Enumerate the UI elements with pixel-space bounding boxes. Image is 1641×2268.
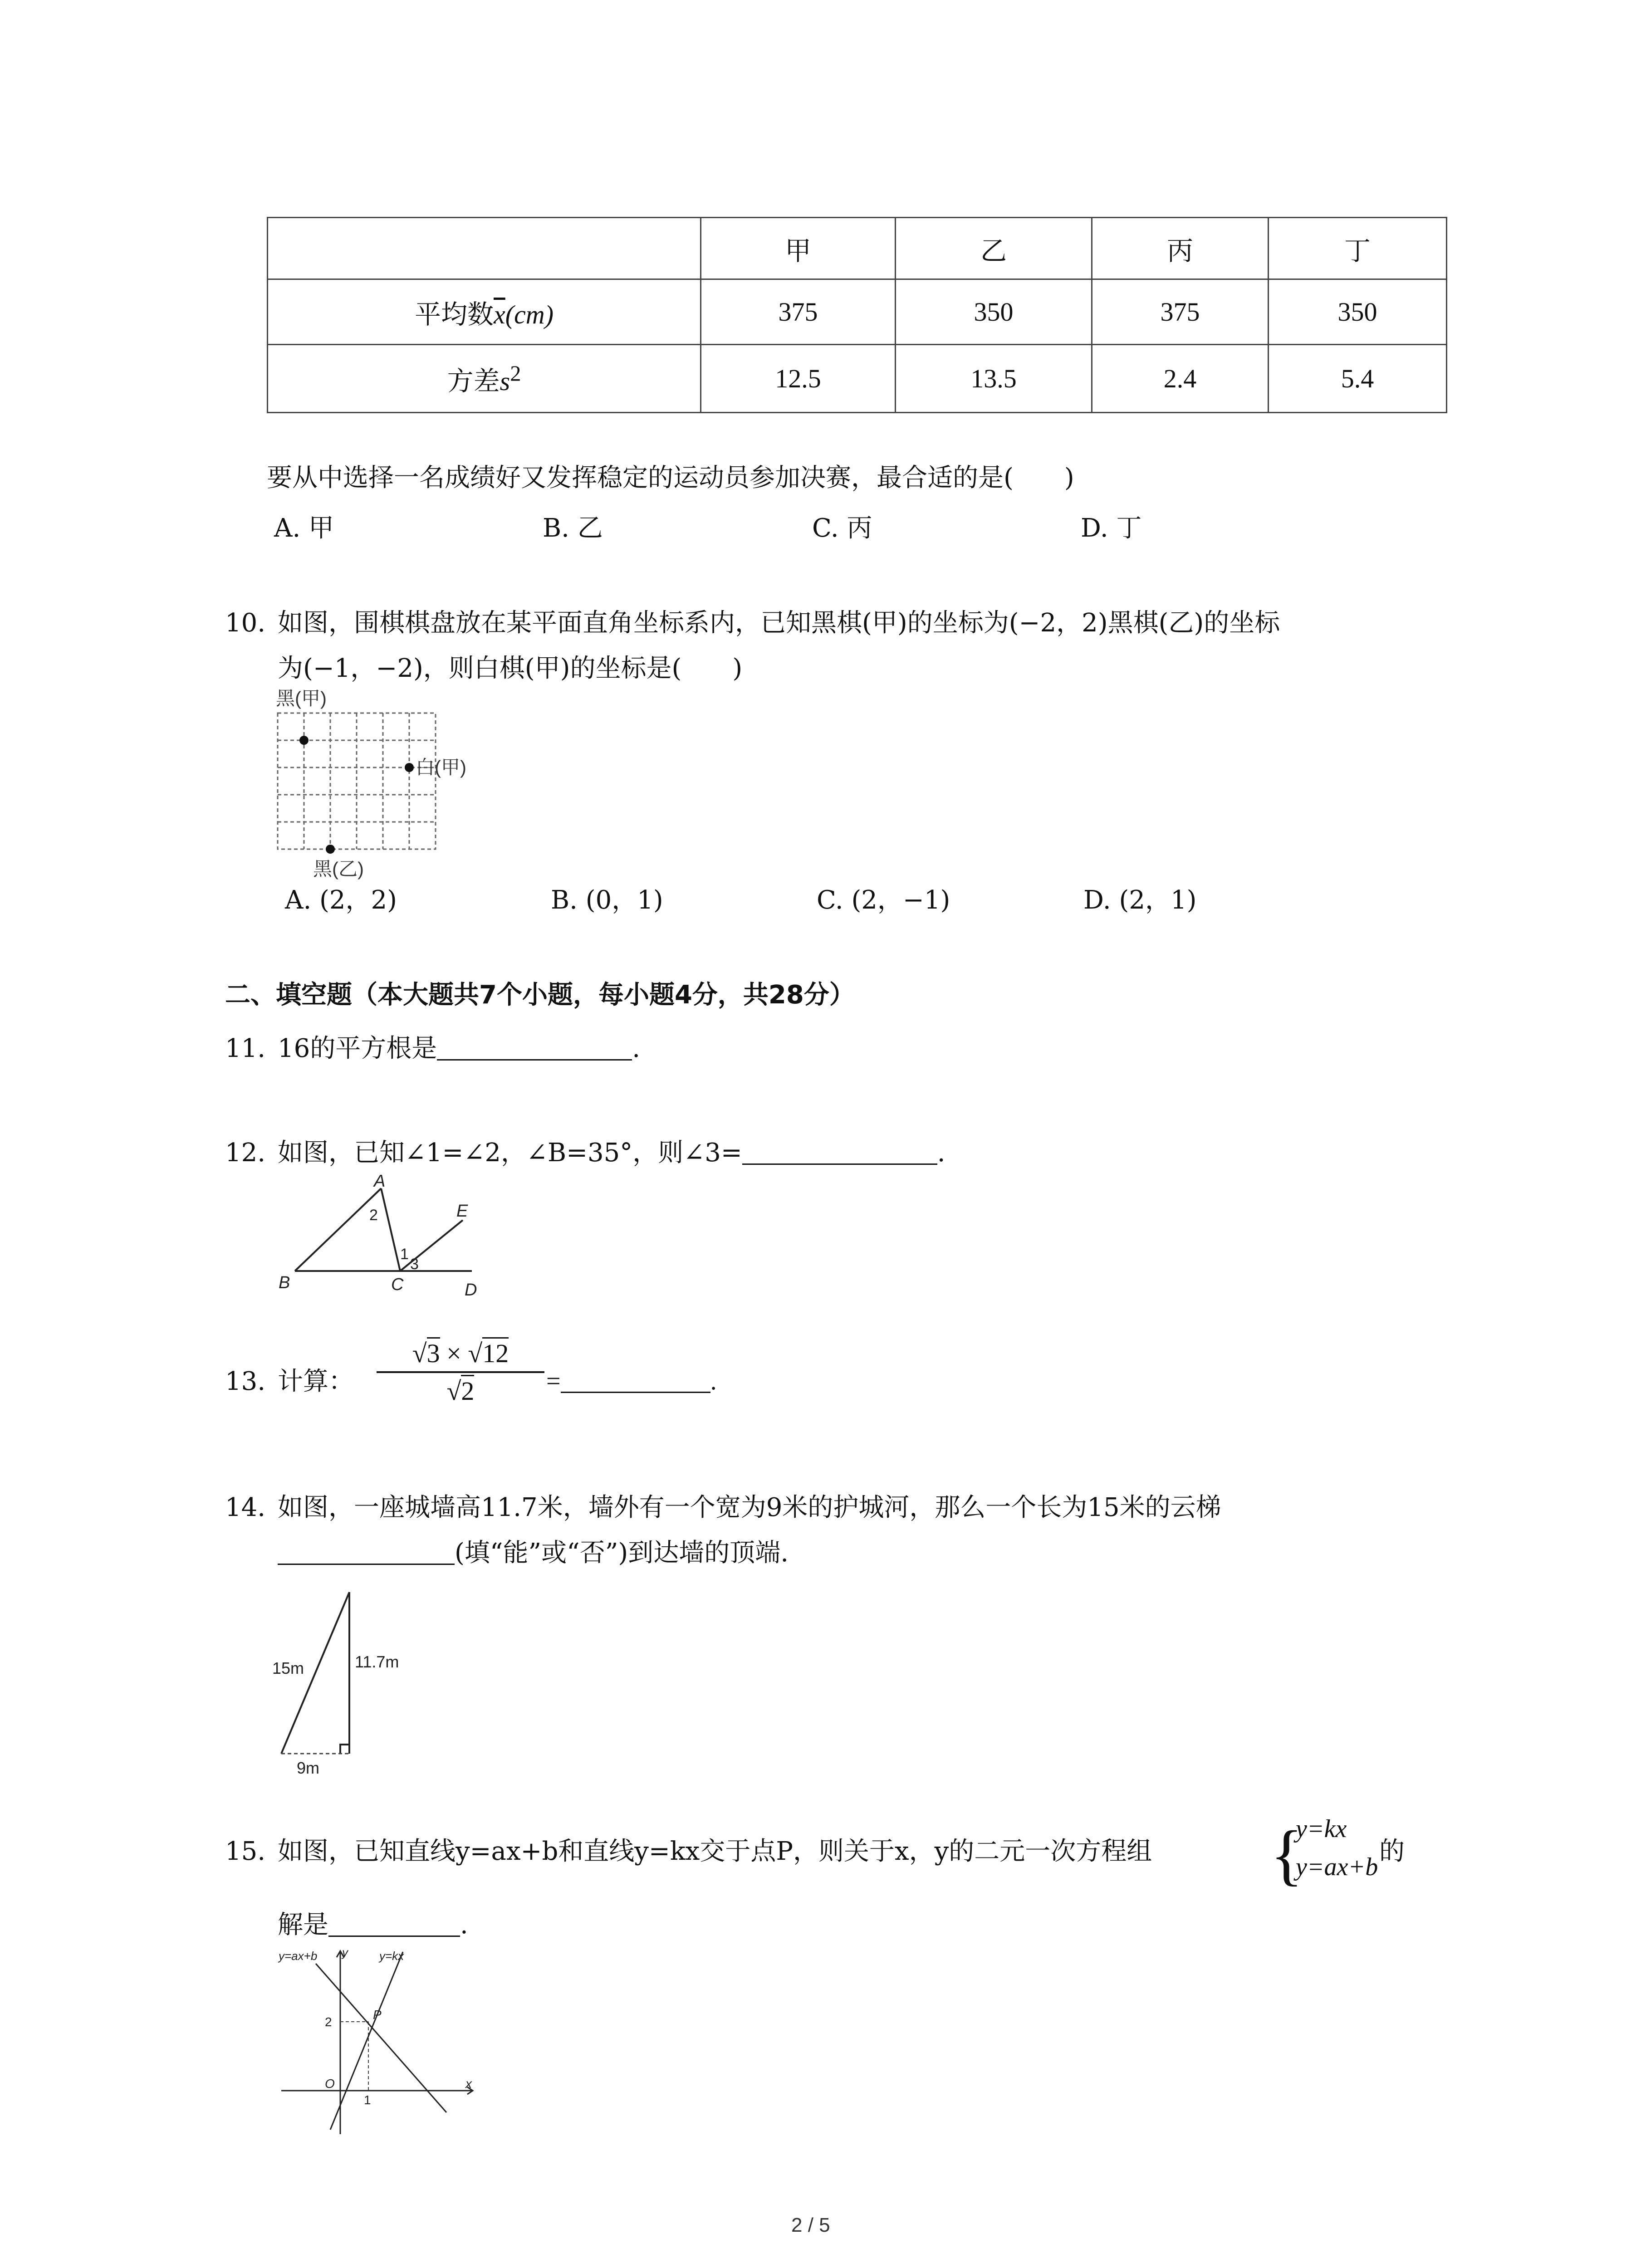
black-stone-yi: [326, 845, 335, 854]
q15-answer-blank[interactable]: [328, 1910, 460, 1937]
q9-option-d: D. 丁: [1081, 513, 1142, 543]
q13-times: ×: [446, 1339, 461, 1368]
graph-axes: [281, 1951, 473, 2134]
label-y-ax-b: y=ax+b: [279, 1949, 318, 1963]
label-black-yi: 黑(乙): [313, 858, 364, 880]
q13-end: .: [710, 1367, 717, 1395]
white-stone-jia-marker: [405, 763, 414, 772]
q15-line1: 如图，已知直线y=ax+b和直线y=kx交于点P，则关于x，y的二元一次方程组: [278, 1837, 1152, 1866]
table-cell: 375: [1092, 279, 1269, 345]
q13-prefix: 计算：: [278, 1367, 354, 1396]
label-tick-1: 1: [364, 2093, 371, 2107]
label-P: P: [373, 2008, 382, 2022]
q15-number: 15.: [225, 1837, 266, 1866]
label-y-axis: y: [342, 1945, 348, 1959]
table-cell: 350: [896, 279, 1092, 345]
ladder-figure: [272, 1579, 445, 1778]
q14-line2-wrap: [278, 1538, 789, 1568]
q10-option-b: B. (0，1): [551, 885, 663, 915]
label-white-jia: 白(甲): [416, 757, 466, 778]
table-header-jia: 甲: [701, 218, 896, 279]
table-cell: 13.5: [896, 345, 1092, 413]
q12-line: [278, 1138, 945, 1168]
q15-eq1: y=kx: [1296, 1815, 1347, 1843]
q11-end: .: [632, 1034, 641, 1063]
mean-label: 平均数: [414, 299, 494, 329]
label-wall-height: 11.7m: [355, 1652, 399, 1671]
label-D: D: [465, 1281, 477, 1300]
q15-end: .: [460, 1910, 468, 1940]
label-ladder: 15m: [272, 1659, 304, 1677]
q14-answer-blank[interactable]: [278, 1538, 455, 1565]
table-cell: 12.5: [701, 345, 896, 413]
q10-option-c: C. (2，−1): [817, 885, 950, 915]
lines-graph-figure: [272, 1944, 481, 2143]
q13-eq: =: [546, 1367, 561, 1395]
label-B: B: [279, 1273, 290, 1292]
variance-label: 方差: [447, 366, 500, 396]
q14-line1: 如图，一座城墙高11.7米，墙外有一个宽为9米的护城河，那么一个长为15米的云梯: [278, 1493, 1221, 1522]
q13-sqrt-a: 3: [427, 1337, 440, 1368]
label-y-kx: y=kx: [379, 1949, 404, 1963]
q12-number: 12.: [225, 1138, 266, 1168]
mean-unit: (cm): [505, 299, 554, 329]
label-A: A: [374, 1175, 386, 1191]
label-origin: O: [325, 2077, 335, 2091]
go-board-grid: [278, 713, 436, 849]
q13-answer-blank[interactable]: [561, 1366, 710, 1393]
q9-option-b: B. 乙: [543, 513, 603, 543]
table-cell: 350: [1269, 279, 1447, 345]
q13-sqrt-c: 2: [461, 1375, 474, 1406]
score-table: [267, 217, 1447, 413]
q10-number: 10.: [225, 608, 266, 638]
section-title: 二、填空题（本大题共7个小题，每小题4分，共28分）: [225, 980, 855, 1010]
q11-answer-blank[interactable]: [437, 1034, 632, 1061]
q13-denominator: [377, 1373, 544, 1406]
q9-option-a: A. 甲: [274, 513, 334, 543]
q15-tail: 的: [1379, 1837, 1405, 1866]
variance-exp: 2: [510, 362, 521, 386]
label-x-axis: x: [465, 2077, 472, 2091]
q10-line1: 如图，围棋棋盘放在某平面直角坐标系内，已知黑棋(甲)的坐标为(−2，2)黑棋(乙)的坐标: [278, 608, 1280, 638]
q13-sqrt-b: 12: [482, 1337, 509, 1368]
q11-line: [278, 1033, 640, 1064]
label-angle-3: 3: [410, 1256, 419, 1273]
label-angle-1: 1: [400, 1246, 409, 1263]
q9-stem: 要从中选择一名成绩好又发挥稳定的运动员参加决赛，最合适的是( ): [267, 463, 1074, 493]
q10-option-a: A. (2，2): [285, 885, 397, 915]
table-header-bing: 丙: [1092, 218, 1269, 279]
angle-figure: [272, 1175, 499, 1306]
q13-eq-line: [546, 1366, 717, 1397]
q10-line2: 为(−1，−2)，则白棋(甲)的坐标是( ): [278, 654, 743, 683]
page-number: 2 / 5: [791, 2214, 830, 2236]
label-C: C: [391, 1275, 404, 1294]
label-moat-width: 9m: [297, 1759, 320, 1777]
table-cell: 5.4: [1269, 345, 1447, 413]
label-tick-2: 2: [325, 2015, 332, 2029]
label-black-jia: 黑(甲): [276, 688, 327, 709]
q12-text: 如图，已知∠1=∠2，∠B=35°，则∠3=: [278, 1138, 742, 1168]
q11-text: 16的平方根是: [278, 1034, 437, 1063]
q14-line2: (填“能”或“否”)到达墙的顶端.: [455, 1538, 789, 1568]
mean-var: $\overline{x}$: [494, 299, 505, 329]
label-angle-2: 2: [369, 1207, 378, 1224]
brace-icon: {: [1270, 1817, 1303, 1892]
q13-fraction: [377, 1338, 544, 1406]
q13-numerator: [377, 1338, 544, 1373]
table-header-yi: 乙: [896, 218, 1092, 279]
q15-eq2: y=ax+b: [1296, 1853, 1378, 1881]
table-row-label-variance: [268, 345, 701, 413]
q9-option-c: C. 丙: [812, 513, 872, 543]
q11-number: 11.: [225, 1034, 266, 1063]
table-header-empty: [268, 218, 701, 279]
q12-end: .: [937, 1138, 945, 1168]
q13-number: 13.: [225, 1367, 266, 1396]
table-row-label-mean: [268, 279, 701, 345]
sqrt-sign: √: [412, 1339, 427, 1368]
label-E: E: [456, 1202, 468, 1221]
table-cell: 375: [701, 279, 896, 345]
angle-figure-lines: [295, 1188, 472, 1271]
variance-var: s: [500, 366, 510, 396]
black-stone-jia: [299, 736, 309, 745]
q12-answer-blank[interactable]: [742, 1138, 937, 1165]
guide-lines: [340, 2022, 368, 2091]
table-cell: 2.4: [1092, 345, 1269, 413]
q14-number: 14.: [225, 1493, 266, 1522]
q10-option-d: D. (2，1): [1083, 885, 1197, 915]
q15-line2: 解是: [278, 1910, 328, 1940]
q15-line2-wrap: [278, 1910, 468, 1940]
table-header-ding: 丁: [1269, 218, 1447, 279]
sqrt-sign: √: [446, 1376, 461, 1406]
sqrt-sign: √: [468, 1339, 483, 1368]
go-board-figure: [272, 685, 499, 880]
